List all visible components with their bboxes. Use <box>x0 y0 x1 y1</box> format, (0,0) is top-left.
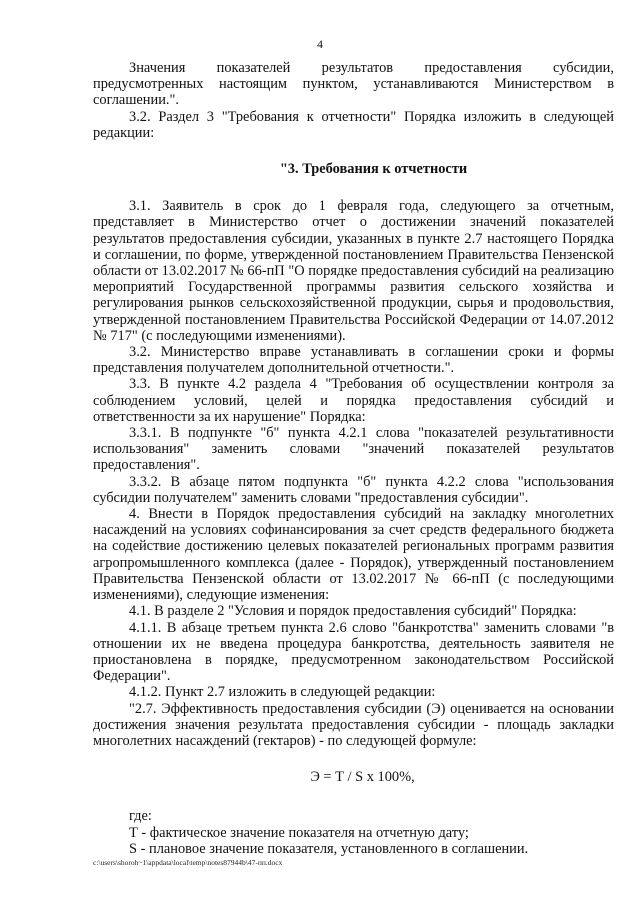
paragraph: Значения показателей результатов предоставления субсидии, предусмотренных настоящим пунктом, устанавливаются Министерством в соглашении.". <box>93 60 614 109</box>
paragraph: 3.1. Заявитель в срок до 1 февраля года, следующего за отчетным, представляет в Министерство отчет о достижении значений показателей результатов предоставления субсидии, указанных в пункте 2.7 настоящего Порядка и соглашении, по форме, утвержденной постановлением Правительства Пензенской области от 13.02.2017 № 66-пП "О порядке предоставления субсидий на реализацию мероприятий Государственной программы развития сельского хозяйства и регулирования рынков сельскохозяйственной продукции, сырья и продовольствия, утвержденной постановлением Правительства Российской Федерации от 14.07.2012 № 717" (с последующими изменениями). <box>93 198 614 344</box>
paragraph: 4.1.2. Пункт 2.7 изложить в следующей редакции: <box>129 684 436 701</box>
document-body <box>93 60 614 857</box>
paragraph: 3.3.2. В абзаце пятом подпункта "б" пункта 4.2.2 слова "использования субсидии получателем" заменить словами "предоставления субсидии". <box>93 473 614 506</box>
formula: Э = Т / S х 100%, <box>310 769 415 786</box>
paragraph: 3.3. В пункте 4.2 раздела 4 "Требования об осуществлении контроля за соблюдением условий, целей и порядка предоставления субсидий и ответственности за их нарушение" Порядка: <box>93 376 614 425</box>
paragraph: 4.1.1. В абзаце третьем пункта 2.6 слово "банкротства" заменить словами "в отношении их не введена процедура банкротства, деятельность заявителя не приостановлена в порядке, предусмотренном законодательством Российской Федерации". <box>93 619 614 685</box>
paragraph: где: <box>129 808 152 825</box>
footer-file-path: c:\users\shoroh~1\appdata\local\temp\notes87944b\47-пп.docx <box>93 858 283 867</box>
section-heading: "3. Требования к отчетности <box>279 161 468 178</box>
paragraph: 3.3.1. В подпункте "б" пункта 4.2.1 слова "показателей результативности использования" заменить словами "значений показателей результатов предоставления". <box>93 425 614 474</box>
page-number: 4 <box>317 37 323 51</box>
paragraph: Т - фактическое значение показателя на отчетную дату; <box>129 824 469 841</box>
paragraph: 4.1. В разделе 2 "Условия и порядок предоставления субсидий" Порядка: <box>129 603 577 620</box>
paragraph: "2.7. Эффективность предоставления субсидии (Э) оценивается на основании достижения значения результата предоставления субсидии - площадь закладки многолетних насаждений (гектаров) - по следующей формуле: <box>93 700 614 749</box>
paragraph: S - плановое значение показателя, установленного в соглашении. <box>129 840 529 857</box>
paragraph: 4. Внести в Порядок предоставления субсидий на закладку многолетних насаждений на условиях софинансирования за счет средств федерального бюджета на содействие достижению целевых показателей региональных программ развития агропромышленного комплекса (далее - Порядок), утвержденный постановлением Правительства Пензенской области от 13.02.2017 № 66-пП (с последующими изменениями), следующие изменения: <box>93 506 614 604</box>
paragraph: 3.2. Раздел 3 "Требования к отчетности" Порядка изложить в следующей редакции: <box>93 108 614 141</box>
paragraph: 3.2. Министерство вправе устанавливать в соглашении сроки и формы представления получателем дополнительной отчетности.". <box>93 344 614 377</box>
